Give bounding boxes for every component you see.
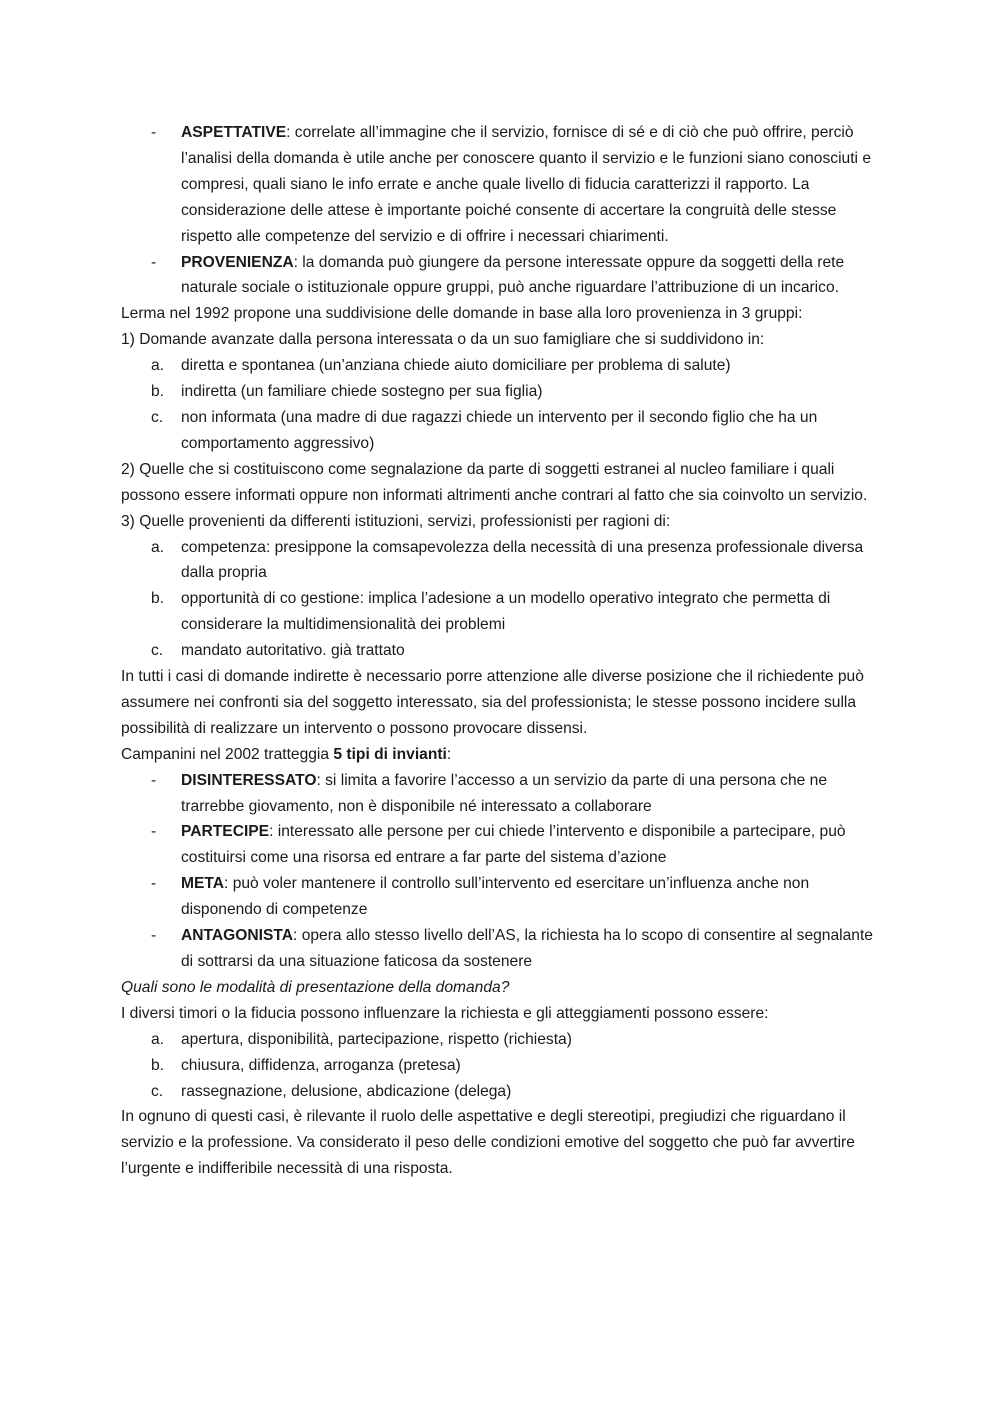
list-item xyxy=(121,353,883,379)
list-text: : opera allo stesso livello dell’AS, la richiesta ha lo scopo di consentire al segnalante di sottrarsi da una situazione faticosa da sostenere xyxy=(181,927,873,970)
list-marker: a. xyxy=(151,1030,165,1048)
list-text: competenza: presippone la comsapevolezza della necessità di una presenza professionale diversa dalla propria xyxy=(181,538,864,582)
list-item xyxy=(121,923,883,975)
list-item xyxy=(121,405,883,457)
list-item xyxy=(121,819,883,871)
list-item xyxy=(121,1053,883,1079)
list-text: : interessato alle persone per cui chiede l’intervento e disponibile a partecipare, può costituirsi come una risorsa ed entrare a far parte del sistema d’azione xyxy=(181,823,846,867)
list-term: ANTAGONISTA xyxy=(181,927,294,945)
list-item xyxy=(121,120,883,250)
list-marker: c. xyxy=(151,408,164,426)
list-text: : si limita a favorire l’accesso a un servizio da parte di una persona che ne trarrebbe giovamento, non è disponibile né interessato a collaborare xyxy=(181,771,827,815)
paragraph xyxy=(121,742,883,768)
list-item xyxy=(121,1079,883,1105)
list-item xyxy=(121,535,883,587)
list-marker: b. xyxy=(151,1056,165,1074)
list-item xyxy=(121,768,883,820)
list-marker: b. xyxy=(151,590,165,608)
paragraph-text: Campanini nel 2002 tratteggia xyxy=(121,745,334,763)
list-item xyxy=(121,871,883,923)
list-text: opportunità di co gestione: implica l’adesione a un modello operativo integrato che permetta di considerare la multidimensionalità dei problemi xyxy=(181,590,831,634)
paragraph: I diversi timori o la fiducia possono influenzare la richiesta e gli atteggiamenti possono essere: xyxy=(121,1004,769,1022)
paragraph: In ognuno di questi casi, è rilevante il ruolo delle aspettative e degli stereotipi, pregiudizi che riguardano il servizio e la professione. Va considerato il peso delle condizioni emotive del soggetto che può far avvertire l’urgente e indifferibile necessità di una risposta. xyxy=(121,1108,855,1178)
list-marker: a. xyxy=(151,538,165,556)
list-item xyxy=(121,250,883,302)
list-text: : la domanda può giungere da persone interessate oppure da soggetti della rete naturale sociale o istituzionale oppure gruppi, può anche riguardare l’attribuzione di un incarico. xyxy=(181,253,845,297)
list-marker: - xyxy=(151,253,157,271)
paragraph: 3) Quelle provenienti da differenti istituzioni, servizi, professionisti per ragioni di: xyxy=(121,512,671,530)
list-marker: c. xyxy=(151,642,164,660)
list-item xyxy=(121,379,883,405)
paragraph: In tutti i casi di domande indirette è necessario porre attenzione alle diverse posizione che il richiedente può assumere nei confronti sia del soggetto interessato, sia del professionista; le stesse possono incidere sulla possibilità di realizzare un intervento o possono provocare dissensi. xyxy=(121,668,864,737)
list-term: DISINTERESSATO xyxy=(181,771,317,789)
document-page xyxy=(121,120,883,1182)
list-term: PROVENIENZA xyxy=(181,253,294,271)
list-text: rassegnazione, delusione, abdicazione (delega) xyxy=(181,1082,512,1100)
list-term: ASPETTATIVE xyxy=(181,124,287,141)
list-marker: - xyxy=(151,875,157,893)
list-marker: - xyxy=(151,771,157,789)
paragraph: 2) Quelle che si costituiscono come segnalazione da parte di soggetti estranei al nucleo familiare i quali possono essere informati oppure non informati altrimenti anche contrari al fatto che sia coinvolto un servizio. xyxy=(121,460,868,504)
list-item xyxy=(121,638,883,664)
list-term: PARTECIPE xyxy=(181,823,270,841)
list-marker: - xyxy=(151,124,157,141)
list-text: chiusura, diffidenza, arroganza (pretesa) xyxy=(181,1056,461,1074)
list-text: : correlate all’immagine che il servizio, fornisce di sé e di ciò che può offrire, perciò l’analisi della domanda è utile anche per conoscere quanto il servizio e le funzioni siano conosciuti e compresi, quali siano le info errate e anche quale livello di fiducia caratterizzi il rapporto. La considerazione delle attese è importante poiché consente di accertare la congruità delle stesse rispetto alle competenze del servizio e di offrire i necessari chiarimenti. xyxy=(181,124,872,245)
list-text: mandato autoritativo. già trattato xyxy=(181,642,405,660)
paragraph-text: : xyxy=(446,745,452,763)
list-marker: b. xyxy=(151,383,165,401)
list-marker: - xyxy=(151,927,157,945)
list-marker: a. xyxy=(151,357,165,375)
list-text: indiretta (un familiare chiede sostegno per sua figlia) xyxy=(181,383,543,401)
paragraph: Lerma nel 1992 propone una suddivisione delle domande in base alla loro provenienza in 3 gruppi: xyxy=(121,305,803,323)
question-text: Quali sono le modalità di presentazione della domanda? xyxy=(121,978,510,996)
list-text: diretta e spontanea (un’anziana chiede aiuto domiciliare per problema di salute) xyxy=(181,357,731,375)
list-item xyxy=(121,586,883,638)
list-text: : può voler mantenere il controllo sull’intervento ed esercitare un’influenza anche non disponendo di competenze xyxy=(181,875,810,919)
list-text: apertura, disponibilità, partecipazione, rispetto (richiesta) xyxy=(181,1030,572,1048)
list-term: META xyxy=(181,875,225,893)
paragraph: 1) Domande avanzate dalla persona interessata o da un suo famigliare che si suddividono in: xyxy=(121,331,765,349)
question-heading xyxy=(121,975,883,1001)
list-marker: - xyxy=(151,823,157,841)
list-marker: c. xyxy=(151,1082,164,1100)
list-item xyxy=(121,1027,883,1053)
paragraph-emphasis: 5 tipi di invianti xyxy=(333,745,447,763)
list-text: non informata (una madre di due ragazzi chiede un intervento per il secondo figlio che ha un comportamento aggressivo) xyxy=(181,408,818,452)
